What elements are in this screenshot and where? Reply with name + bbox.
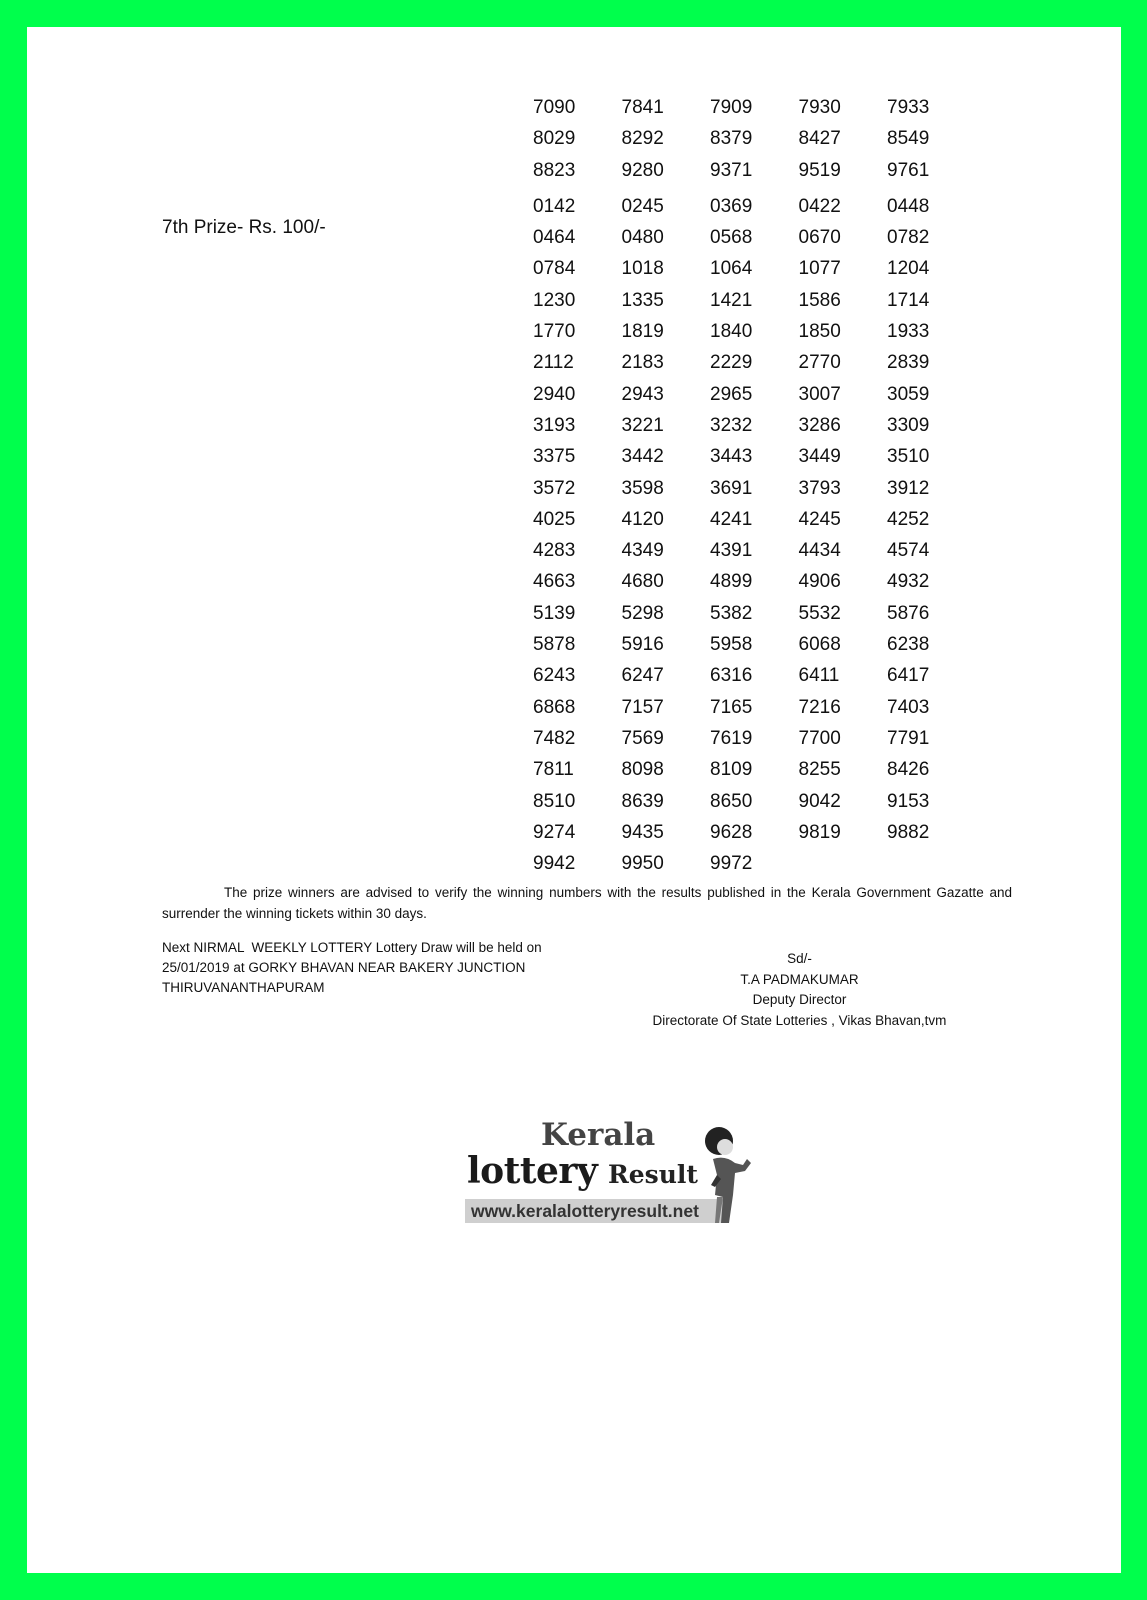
winning-number: 6868 [533, 696, 576, 718]
winning-number: 1933 [887, 321, 930, 343]
winning-number: 4574 [887, 540, 930, 562]
next-draw-info [162, 938, 592, 998]
winning-number: 7811 [533, 759, 574, 781]
winning-number: 3286 [798, 414, 841, 436]
winning-number: 1586 [798, 289, 841, 311]
number-row [533, 316, 993, 347]
winning-number: 9153 [887, 790, 930, 812]
winning-number: 3691 [710, 477, 753, 499]
number-row [533, 566, 993, 597]
winning-number: 5876 [887, 602, 930, 624]
winning-number: 1018 [621, 258, 664, 280]
winning-number: 8029 [533, 128, 576, 150]
winning-number: 4391 [710, 540, 753, 562]
winning-number: 0448 [887, 195, 930, 217]
number-row [533, 191, 993, 222]
winning-number: 3510 [887, 446, 930, 468]
winning-number: 6243 [533, 665, 576, 687]
number-row [533, 347, 993, 378]
winning-number: 9819 [798, 821, 841, 843]
number-row [533, 92, 993, 123]
number-row [533, 441, 993, 472]
winning-number: 6068 [798, 634, 841, 656]
winning-number: 8510 [533, 790, 576, 812]
winning-number: 7403 [887, 696, 930, 718]
winning-number: 0784 [533, 258, 576, 280]
winning-number: 8823 [533, 159, 576, 181]
winning-number: 4252 [887, 508, 930, 530]
winning-number: 2770 [798, 352, 841, 374]
winning-number: 8379 [710, 128, 753, 150]
winning-number: 3007 [798, 383, 841, 405]
winning-number: 2183 [621, 352, 664, 374]
winning-number: 4245 [798, 508, 841, 530]
number-row [533, 754, 993, 785]
number-row [533, 504, 993, 535]
winning-number: 9942 [533, 853, 576, 875]
winning-number: 7700 [798, 727, 841, 749]
winning-number: 9274 [533, 821, 576, 843]
winning-number: 7791 [887, 727, 930, 749]
winning-number: 5916 [621, 634, 664, 656]
winning-number: 9371 [710, 159, 753, 181]
winning-number: 4434 [798, 540, 841, 562]
winning-number: 3793 [798, 477, 841, 499]
winning-number: 6411 [798, 665, 840, 687]
winning-number: 9280 [621, 159, 664, 181]
winning-number: 9519 [798, 159, 841, 181]
winning-number: 8427 [798, 128, 841, 150]
winning-number: 1819 [621, 321, 664, 343]
winning-number: 6417 [887, 665, 930, 687]
winning-number: 9628 [710, 821, 753, 843]
logo-url: www.keralalotteryresult.net [471, 1201, 699, 1221]
winning-number: 1064 [710, 258, 753, 280]
winning-number: 1770 [533, 321, 576, 343]
winning-number: 8639 [621, 790, 664, 812]
winning-number: 1850 [798, 321, 841, 343]
next-draw-line: THIRUVANANTHAPURAM [162, 980, 325, 995]
winning-number: 7165 [710, 696, 753, 718]
number-row [533, 123, 993, 154]
winning-number: 2112 [533, 352, 574, 374]
winning-number: 4349 [621, 540, 664, 562]
winning-number: 6247 [621, 665, 664, 687]
winning-number: 1714 [887, 289, 930, 311]
winning-number: 7090 [533, 97, 576, 118]
number-row [533, 817, 993, 848]
winning-number: 0464 [533, 227, 576, 249]
winning-number: 9042 [798, 790, 841, 812]
winning-number: 8549 [887, 128, 930, 150]
winning-number: 1421 [710, 289, 753, 311]
winning-number: 4283 [533, 540, 576, 562]
winning-number: 4899 [710, 571, 753, 593]
winning-number: 0480 [621, 227, 664, 249]
winning-number: 9882 [887, 821, 930, 843]
winning-number: 6238 [887, 634, 930, 656]
next-draw-line: 25/01/2019 at GORKY BHAVAN NEAR BAKERY JUNCTION [162, 960, 526, 975]
logo-line-result: Result [608, 1160, 698, 1189]
winning-number: 7619 [710, 727, 753, 749]
winning-number: 8098 [621, 759, 664, 781]
winning-number: 7157 [621, 696, 664, 718]
number-row [533, 535, 993, 566]
number-row [533, 629, 993, 660]
winning-number: 5298 [621, 602, 664, 624]
winning-number: 8292 [621, 128, 664, 150]
signature-block [612, 949, 987, 1031]
winning-number: 2965 [710, 383, 753, 405]
winning-number: 3449 [798, 446, 841, 468]
logo-line-kerala: Kerala [541, 1117, 656, 1153]
winning-number: 0422 [798, 195, 841, 217]
next-draw-line: Next NIRMAL WEEKLY LOTTERY Lottery Draw will be held on [162, 940, 542, 955]
winning-number: 7930 [798, 97, 841, 118]
number-row [533, 848, 993, 879]
winning-number: 5532 [798, 602, 841, 624]
signature-sd: Sd/- [787, 951, 812, 966]
winning-number: 0245 [621, 195, 664, 217]
logo-line-lottery: lottery [467, 1150, 598, 1192]
winners-notice [162, 882, 1012, 924]
winning-number: 7482 [533, 727, 576, 749]
winning-number: 7841 [621, 97, 664, 118]
winning-number: 3309 [887, 414, 930, 436]
winning-number: 3598 [621, 477, 664, 499]
winning-number: 3375 [533, 446, 576, 468]
winning-number: 3572 [533, 477, 576, 499]
winning-number: 3059 [887, 383, 930, 405]
winning-number: 3912 [887, 477, 930, 499]
mascot-figure-icon [699, 1125, 759, 1225]
winning-number: 3442 [621, 446, 664, 468]
winning-number: 3443 [710, 446, 753, 468]
number-row [533, 692, 993, 723]
winning-numbers-grid [533, 92, 993, 879]
number-row [533, 786, 993, 817]
winning-number: 4906 [798, 571, 841, 593]
winning-number: 3232 [710, 414, 753, 436]
winning-number: 0369 [710, 195, 753, 217]
winning-number: 0670 [798, 227, 841, 249]
winning-number: 5878 [533, 634, 576, 656]
winning-number: 4120 [621, 508, 664, 530]
winning-number: 7216 [798, 696, 841, 718]
winning-number: 7569 [621, 727, 664, 749]
number-row [533, 379, 993, 410]
winning-number: 1230 [533, 289, 576, 311]
number-row [533, 155, 993, 186]
kerala-lottery-result-logo [465, 1117, 775, 1249]
winning-number: 3221 [621, 414, 664, 436]
winning-number: 4932 [887, 571, 930, 593]
winning-number: 0568 [710, 227, 753, 249]
winning-number: 5139 [533, 602, 576, 624]
winning-number: 6316 [710, 665, 753, 687]
signatory-title: Deputy Director [752, 992, 847, 1007]
number-row [533, 222, 993, 253]
winning-number: 2943 [621, 383, 664, 405]
number-row [533, 598, 993, 629]
notice-text: The prize winners are advised to verify the winning numbers with the results published in the Kerala Government Gazatte and surrender the winning tickets within 30 days. [162, 885, 1012, 921]
winning-number: 7909 [710, 97, 753, 118]
winning-number: 4025 [533, 508, 576, 530]
winning-number: 1204 [887, 258, 930, 280]
number-row [533, 410, 993, 441]
winning-number: 8426 [887, 759, 930, 781]
winning-number: 9435 [621, 821, 664, 843]
winning-number: 7933 [887, 97, 930, 118]
winning-number: 9950 [621, 853, 664, 875]
winning-number: 8650 [710, 790, 753, 812]
winning-number: 1335 [621, 289, 664, 311]
signatory-name: T.A PADMAKUMAR [740, 971, 859, 987]
winning-number: 9972 [710, 853, 753, 875]
number-row [533, 285, 993, 316]
winning-number: 4241 [710, 508, 753, 530]
winning-number: 4680 [621, 571, 664, 593]
winning-number: 1077 [798, 258, 841, 280]
winning-number: 0142 [533, 195, 576, 217]
number-row [533, 723, 993, 754]
seventh-prize-label: 7th Prize- Rs. 100/- [162, 217, 326, 238]
winning-number: 1840 [710, 321, 753, 343]
signatory-office: Directorate Of State Lotteries , Vikas Bhavan,tvm [652, 1012, 947, 1028]
winning-number: 2229 [710, 352, 753, 374]
winning-number: 5958 [710, 634, 753, 656]
number-row [533, 660, 993, 691]
winning-number: 0782 [887, 227, 930, 249]
number-row [533, 253, 993, 284]
winning-number: 2940 [533, 383, 576, 405]
winning-number: 3193 [533, 414, 576, 436]
result-page [27, 27, 1121, 1573]
winning-number: 2839 [887, 352, 930, 374]
winning-number: 8255 [798, 759, 841, 781]
winning-number: 4663 [533, 571, 576, 593]
winning-number: 5382 [710, 602, 753, 624]
winning-number: 8109 [710, 759, 753, 781]
number-row [533, 473, 993, 504]
winning-number: 9761 [887, 159, 930, 181]
